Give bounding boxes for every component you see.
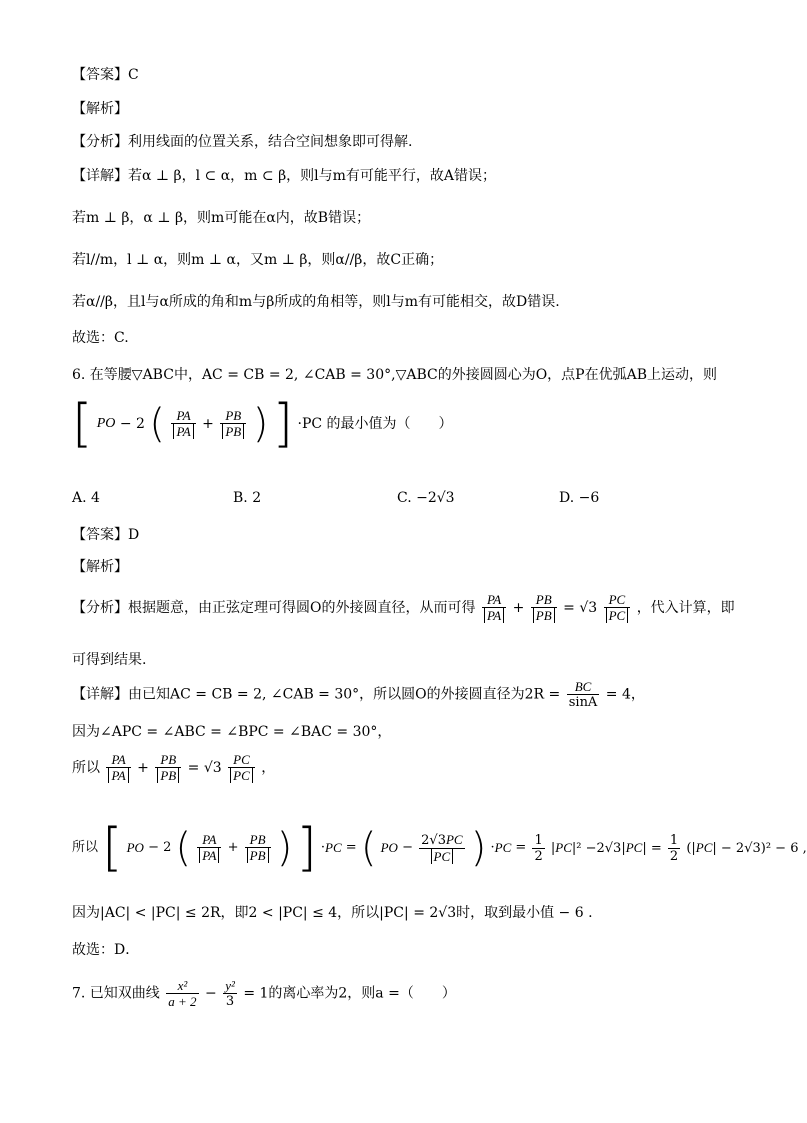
q6-detail-5: 因为|AC| < |PC| ≤ 2R，即2 < |PC| ≤ 4，所以|PC| = 2√3时，取到最小值 − 6 . bbox=[72, 905, 593, 921]
q6-answer: 【答案】D bbox=[72, 527, 140, 543]
unit-vec-pa: $\frac{PA}{PA}$ bbox=[171, 408, 195, 440]
q6-analysis-heading: 【解析】 bbox=[72, 559, 128, 575]
q6-expr-tail: ·PC 的最小值为（ ） bbox=[297, 416, 453, 432]
q5-choose: 故选：C. bbox=[72, 330, 129, 346]
q6-detail-4: 所以 [ PO − 2 ( $\frac{PA}{PA}$ + $\frac{PB}{PB}$ ) ] ·PC = ( PO − $\frac{2√3PC}{PC}$ ) ·PC = $\frac{1}{2}$ |PC|² −2√3|PC| = $\frac{1}{2}$ (|PC| − 2√3)² − 6 , bbox=[72, 818, 807, 878]
q6-fenxi-cont: 可得到结果. bbox=[72, 652, 147, 668]
q5-answer: 【答案】C bbox=[72, 67, 139, 83]
option-c: C. −2√3 bbox=[397, 490, 455, 506]
q6-fenxi: 【分析】根据题意，由正弦定理可得圆O的外接圆直径，从而可得 $\frac{PA}{PA}$ + $\frac{PB}{PB}$ = √3 $\frac{PC}{PC}$ ，代入计算，即 bbox=[72, 592, 735, 623]
q5-fenxi: 【分析】利用线面的位置关系，结合空间想象即可得解. bbox=[72, 134, 413, 150]
vec-po: PO bbox=[96, 416, 116, 431]
option-b: B. 2 bbox=[233, 490, 262, 506]
q7-stem: 7. 已知双曲线 $\frac{\text{x²}}{a + 2}$ − $\frac{\text{y²}}{3}$ = 1的离心率为2，则a =（ ） bbox=[72, 978, 456, 1009]
q5-detail-3: 若l//m，l ⊥ α，则m ⊥ α，又m ⊥ β，则α//β，故C正确； bbox=[72, 252, 444, 268]
q6-stem: 6. 在等腰▽ABC中，AC = CB = 2, ∠CAB = 30°,▽ABC的外接圆圆心为O，点P在优弧AB上运动，则 bbox=[72, 367, 718, 383]
q6-choose: 故选：D． bbox=[72, 942, 140, 958]
q5-detail-2: 若m ⊥ β，α ⊥ β，则m可能在α内，故B错误； bbox=[72, 210, 371, 226]
q6-detail-2: 因为∠APC = ∠ABC = ∠BPC = ∠BAC = 30°， bbox=[72, 724, 392, 740]
q6-expression: [ PO − 2 ( $\frac{PA}{PA}$ + $\frac{PB}{PB}$ ) ] ·PC 的最小值为（ ） bbox=[72, 394, 453, 454]
q6-detail-3: 所以 $\frac{PA}{PA}$ + $\frac{PB}{PB}$ = √3 $\frac{PC}{PC}$ ， bbox=[72, 752, 276, 783]
q5-detail-4: 若α//β，且l与α所成的角和m与β所成的角相等，则l与m有可能相交，故D错误. bbox=[72, 294, 560, 310]
option-a: A. 4 bbox=[72, 490, 100, 506]
minus-two: − 2 bbox=[119, 416, 145, 432]
q5-detail-1: 【详解】若α ⊥ β，l ⊂ α，m ⊂ β，则l与m有可能平行，故A错误； bbox=[72, 168, 497, 184]
option-d: D. −6 bbox=[559, 490, 600, 506]
q5-analysis-heading: 【解析】 bbox=[72, 101, 128, 117]
q6-detail-1: 【详解】由已知AC = CB = 2, ∠CAB = 30°，所以圆O的外接圆直径为2R = $\frac{BC}{\sin A}$ = 4， bbox=[72, 679, 645, 710]
unit-vec-pb: $\frac{PB}{PB}$ bbox=[220, 408, 246, 440]
